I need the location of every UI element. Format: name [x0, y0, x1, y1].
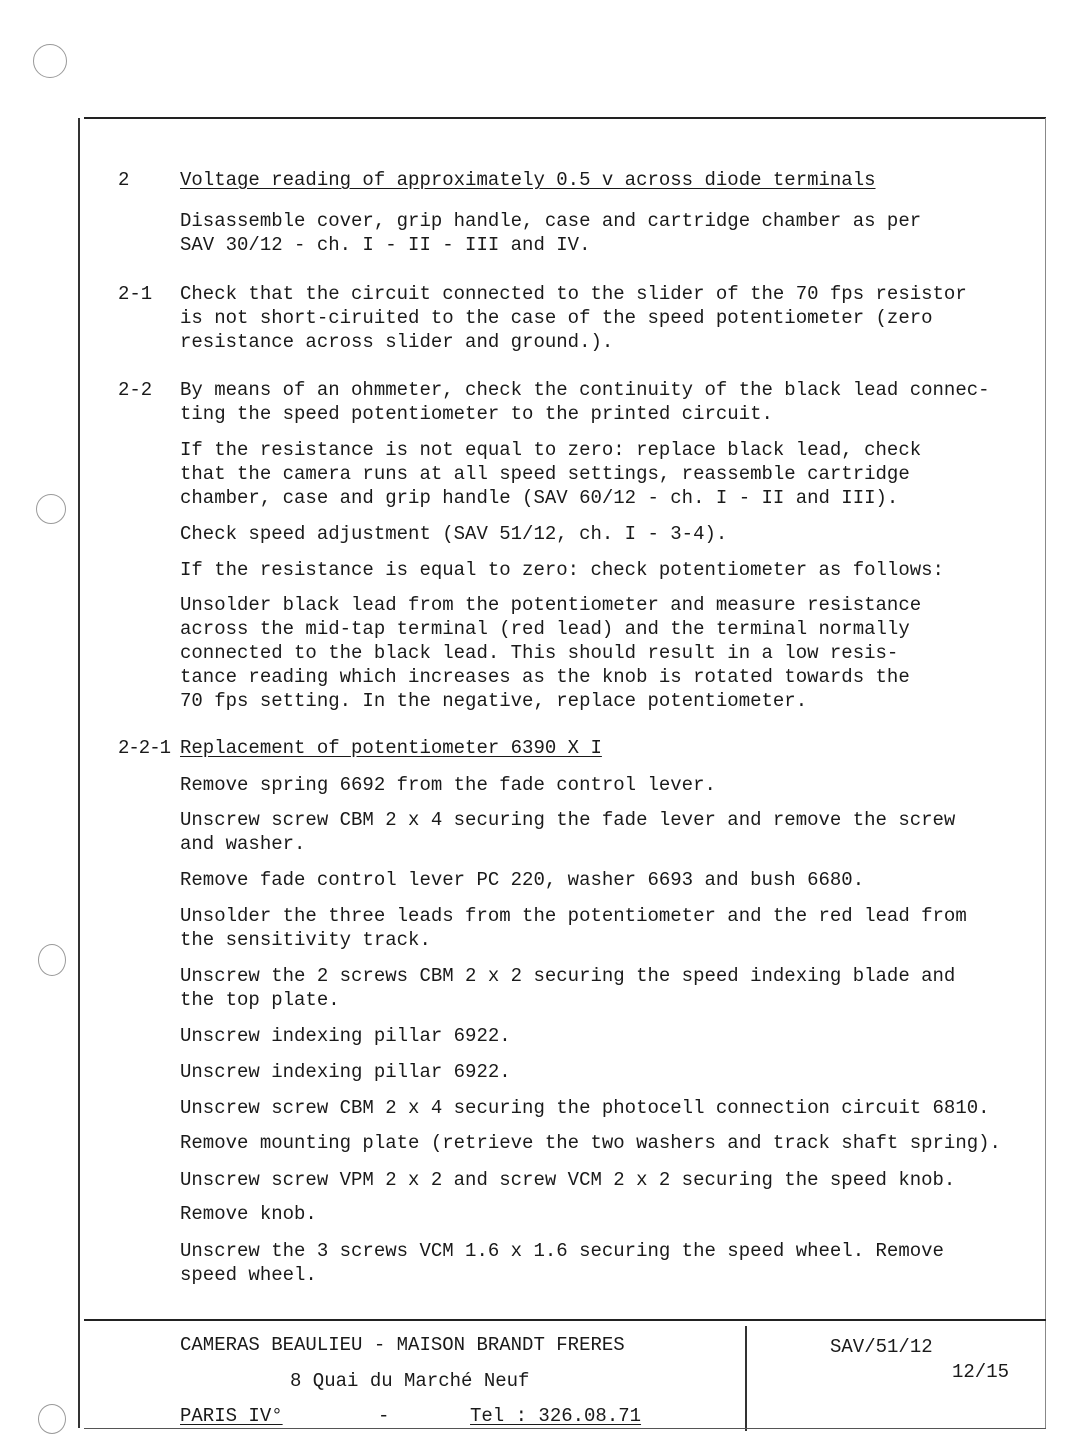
- footer-address: 8 Quai du Marché Neuf: [290, 1370, 530, 1392]
- paragraph-line: If the resistance is not equal to zero: replace black lead, check: [180, 439, 922, 461]
- section-intro-line: SAV 30/12 - ch. I - II - III and IV.: [180, 234, 591, 256]
- punch-hole-bottom: [38, 1404, 66, 1434]
- procedure-item: Remove knob.: [180, 1203, 317, 1225]
- procedure-item: the top plate.: [180, 989, 340, 1011]
- step-number: 2-1: [118, 283, 153, 305]
- right-margin-rule: [1045, 118, 1046, 1428]
- procedure-item: Unscrew screw VPM 2 x 2 and screw VCM 2 x 2 securing the speed knob.: [180, 1169, 956, 1191]
- procedure-item: Unsolder the three leads from the potentiometer and the red lead from: [180, 905, 967, 927]
- top-rule: [84, 117, 1046, 119]
- footer-doc-ref: SAV/51/12: [830, 1336, 933, 1358]
- procedure-item: and washer.: [180, 833, 306, 855]
- step-text-line: is not short-ciruited to the case of the speed potentiometer (zero: [180, 307, 933, 329]
- paragraph-line: Unsolder black lead from the potentiometer and measure resistance: [180, 594, 922, 616]
- step-text-line: resistance across slider and ground.).: [180, 331, 614, 353]
- procedure-item: the sensitivity track.: [180, 929, 431, 951]
- punch-hole-top: [33, 44, 67, 78]
- footer-tel: Tel : 326.08.71: [470, 1405, 642, 1427]
- step-number: 2-2: [118, 379, 153, 401]
- footer-top-rule: [84, 1319, 1046, 1321]
- paragraph-line: 70 fps setting. In the negative, replace potentiometer.: [180, 690, 808, 712]
- step-number: 2-2-1: [118, 737, 171, 759]
- paragraph-line: connected to the black lead. This should result in a low resis-: [180, 642, 899, 664]
- paragraph-line: tance reading which increases as the knob is rotated towards the: [180, 666, 910, 688]
- footer-bottom-rule: [84, 1428, 1046, 1429]
- procedure-item: Remove spring 6692 from the fade control lever.: [180, 774, 716, 796]
- procedure-item: Unscrew the 2 screws CBM 2 x 2 securing the speed indexing blade and: [180, 965, 956, 987]
- step-text-line: Check that the circuit connected to the slider of the 70 fps resistor: [180, 283, 967, 305]
- punch-hole-upper-middle: [36, 494, 66, 524]
- paragraph-line: Check speed adjustment (SAV 51/12, ch. I - 3-4).: [180, 523, 728, 545]
- paragraph-line: If the resistance is equal to zero: check potentiometer as follows:: [180, 559, 944, 581]
- paragraph-line: chamber, case and grip handle (SAV 60/12 - ch. I - II and III).: [180, 487, 899, 509]
- procedure-item: Remove mounting plate (retrieve the two washers and track shaft spring).: [180, 1132, 1001, 1154]
- paragraph-line: across the mid-tap terminal (red lead) and the terminal normally: [180, 618, 910, 640]
- step-text-line: By means of an ohmmeter, check the continuity of the black lead connec-: [180, 379, 990, 401]
- section-heading: Voltage reading of approximately 0.5 v across diode terminals: [180, 169, 876, 191]
- paragraph-line: that the camera runs at all speed settings, reassemble cartridge: [180, 463, 910, 485]
- procedure-item: Remove fade control lever PC 220, washer 6693 and bush 6680.: [180, 869, 865, 891]
- section-number: 2: [118, 169, 130, 191]
- left-margin-rule: [78, 118, 80, 1428]
- footer-company: CAMERAS BEAULIEU - MAISON BRANDT FRERES: [180, 1334, 625, 1356]
- footer-page-number: 12/15: [952, 1361, 1010, 1383]
- footer-divider: [745, 1326, 747, 1431]
- step-text-line: ting the speed potentiometer to the printed circuit.: [180, 403, 773, 425]
- procedure-item: Unscrew the 3 screws VCM 1.6 x 1.6 securing the speed wheel. Remove: [180, 1240, 944, 1262]
- procedure-item: Unscrew screw CBM 2 x 4 securing the fade lever and remove the screw: [180, 809, 956, 831]
- footer-dash: -: [378, 1405, 390, 1427]
- subsection-heading: Replacement of potentiometer 6390 X I: [180, 737, 602, 759]
- procedure-item: Unscrew screw CBM 2 x 4 securing the photocell connection circuit 6810.: [180, 1097, 990, 1119]
- punch-hole-lower-middle: [38, 944, 66, 976]
- footer-city: PARIS IV°: [180, 1405, 283, 1427]
- procedure-item: Unscrew indexing pillar 6922.: [180, 1061, 511, 1083]
- procedure-item: Unscrew indexing pillar 6922.: [180, 1025, 511, 1047]
- procedure-item: speed wheel.: [180, 1264, 317, 1286]
- section-intro-line: Disassemble cover, grip handle, case and cartridge chamber as per: [180, 210, 922, 232]
